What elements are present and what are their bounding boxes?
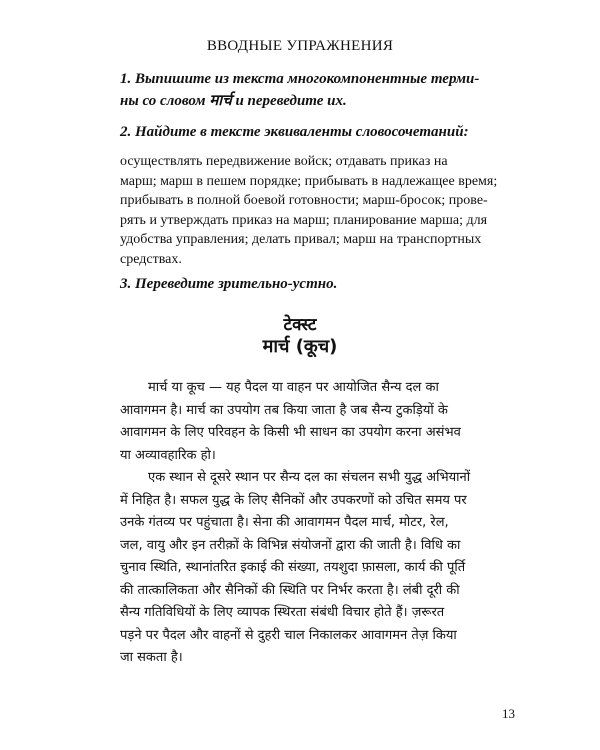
phrase-list [120, 152, 512, 269]
exercise-1 [120, 68, 510, 112]
paragraph-line: की तात्कालिकता और सैनिकों की स्थिति पर निर्भर करता है। लंबी दूरी की [120, 582, 460, 598]
exercise-1-line-2: ны со словом मार्च и переведите их. [120, 93, 347, 109]
paragraph-line: पड़ने पर पैदल और वाहनों से दुहरी चाल निकालकर आवागमन तेज़ किया [120, 627, 457, 643]
exercise-3-text: 3. Переведите зрительно-устно. [120, 276, 338, 292]
page-number: 13 [502, 706, 515, 721]
exercise-3 [120, 273, 510, 295]
paragraph-line: उनके गंतव्य पर पहुंचाता है। सेना की आवागमन पैदल मार्च, मोटर, रेल, [120, 515, 449, 530]
paragraph-line: आवागमन है। मार्च का उपयोग तब किया जाता है जब सैन्य टुकड़ियों के [120, 402, 448, 418]
paragraph-1 [120, 377, 512, 467]
phrase-line: рять и утверждать приказ на марш; планирование марша; для [120, 212, 488, 228]
paragraph-line: आवागमन के लिए परिवहन के किसी भी साधन का उपयोग करना असंभव [120, 425, 461, 440]
phrase-line: средствах. [120, 251, 182, 267]
paragraph-line: जा सकता है। [120, 650, 183, 665]
paragraph-line: एक स्थान से दूसरे स्थान पर सैन्य दल का संचलन सभी युद्ध अभियानों [148, 470, 471, 485]
phrase-line: прибывать в полной боевой готовности; марш-бросок; прове- [120, 193, 488, 208]
paragraph-line: सैन्य गतिविधियों के लिए व्यापक स्थिरता संबंधी विचार होते हैं। ज़रूरत [120, 605, 445, 620]
phrase-line: осуществлять передвижение войск; отдавать приказ на [120, 154, 448, 169]
paragraph-line: चुनाव स्थिति, स्थानांतरित इकाई की संख्या, तयशुदा फ़ासला, कार्य की पूर्ति [120, 560, 466, 575]
section-heading: ВВОДНЫЕ УПРАЖНЕНИЯ [206, 38, 394, 54]
exercise-2-text: 2. Найдите в тексте эквиваленты словосочетаний: [120, 124, 469, 140]
phrase-line: удобства управления; делать привал; марш на транспортных [120, 232, 482, 247]
text-title: मार्च (कूच) [262, 336, 338, 357]
text-label: टेक्स्ट [283, 315, 317, 335]
paragraph-line: जल, वायु और इन तरीक़ों के विभिन्न संयोजनों द्वारा की जाती है। विधि का [120, 537, 461, 553]
paragraph-line: में निहित है। सफल युद्ध के लिए सैनिकों और उपकरणों को उचित समय पर [120, 492, 467, 508]
exercise-2 [120, 121, 510, 143]
paragraph-line: मार्च या कूच — यह पैदल या वाहन पर आयोजित सैन्य दल का [148, 380, 439, 395]
paragraph-line: या अव्यावहारिक हो। [120, 447, 216, 463]
paragraph-2 [120, 467, 512, 670]
exercise-1-line-1: 1. Выпишите из текста многокомпонентные терми- [120, 71, 480, 87]
phrase-line: марш; марш в пешем порядке; прибывать в надлежащее время; [120, 173, 498, 189]
